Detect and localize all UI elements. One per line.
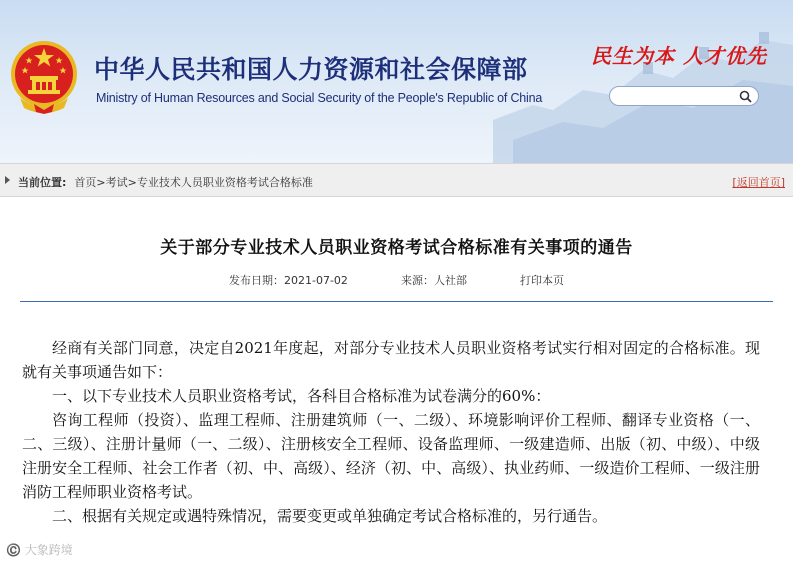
search-input[interactable]	[618, 89, 736, 103]
breadcrumb-standard-link[interactable]: 专业技术人员职业资格考试合格标准	[136, 176, 313, 189]
article-paragraph: 一、以下专业技术人员职业资格考试，各科目合格标准为试卷满分的60%：	[52, 387, 551, 405]
watermark: ©️ 大象跨境	[6, 543, 73, 557]
breadcrumb-bar	[0, 163, 793, 197]
breadcrumb	[18, 174, 313, 190]
article-paragraph: 二、根据有关规定或遇特殊情况，需要变更或单独确定考试合格标准的，另行通告。	[52, 507, 608, 525]
article-paragraph: 咨询工程师（投资）、监理工程师、注册建筑师（一、二级）、环境影响评价工程师、翻译专业资格（一、二、三级）、注册计量师（一、二级）、注册核安全工程师、设备监理师、一级建造师、出版（初、中级）、中级注册安全工程师、社会工作者（初、中、高级）、经济（初、中、高级）、执业药师、一级造价工程师、一级注册消防工程师职业资格考试。	[22, 411, 760, 501]
search-box[interactable]	[609, 86, 759, 106]
breadcrumb-exam-link[interactable]: 考试	[105, 176, 128, 189]
breadcrumb-home-link[interactable]: 首页	[74, 176, 97, 189]
national-emblem-icon	[8, 38, 80, 114]
breadcrumb-separator: >	[96, 176, 106, 189]
breadcrumb-lead: 当前位置:	[18, 176, 67, 189]
source-label: 来源：	[401, 274, 434, 287]
great-wall-background	[493, 0, 793, 163]
ministry-name-english: Ministry of Human Resources and Social Security of the People's Republic of China	[96, 91, 543, 105]
article-title: 关于部分专业技术人员职业资格考试合格标准有关事项的通告	[160, 238, 633, 258]
search-icon[interactable]	[739, 90, 752, 103]
publish-date-value: 2021-07-02	[284, 274, 348, 287]
publish-date-label: 发布日期：	[229, 274, 284, 287]
title-divider	[20, 301, 773, 302]
article-paragraph: 经商有关部门同意，决定自2021年度起，对部分专业技术人员职业资格考试实行相对固定的合格标准。现就有关事项通告如下：	[22, 339, 760, 381]
site-banner	[0, 0, 793, 163]
article-body	[22, 336, 760, 528]
article-source	[401, 272, 467, 288]
back-home-link[interactable]: [返回首页]	[732, 176, 785, 189]
publish-date	[229, 272, 348, 288]
breadcrumb-separator: >	[127, 176, 137, 189]
slogan: 民生为本 人才优先	[591, 44, 767, 68]
breadcrumb-arrow-icon	[5, 176, 10, 184]
source-value: 人社部	[434, 274, 467, 287]
print-page-link[interactable]: 打印本页	[520, 274, 564, 287]
ministry-name-chinese: 中华人民共和国人力资源和社会保障部	[94, 55, 528, 84]
